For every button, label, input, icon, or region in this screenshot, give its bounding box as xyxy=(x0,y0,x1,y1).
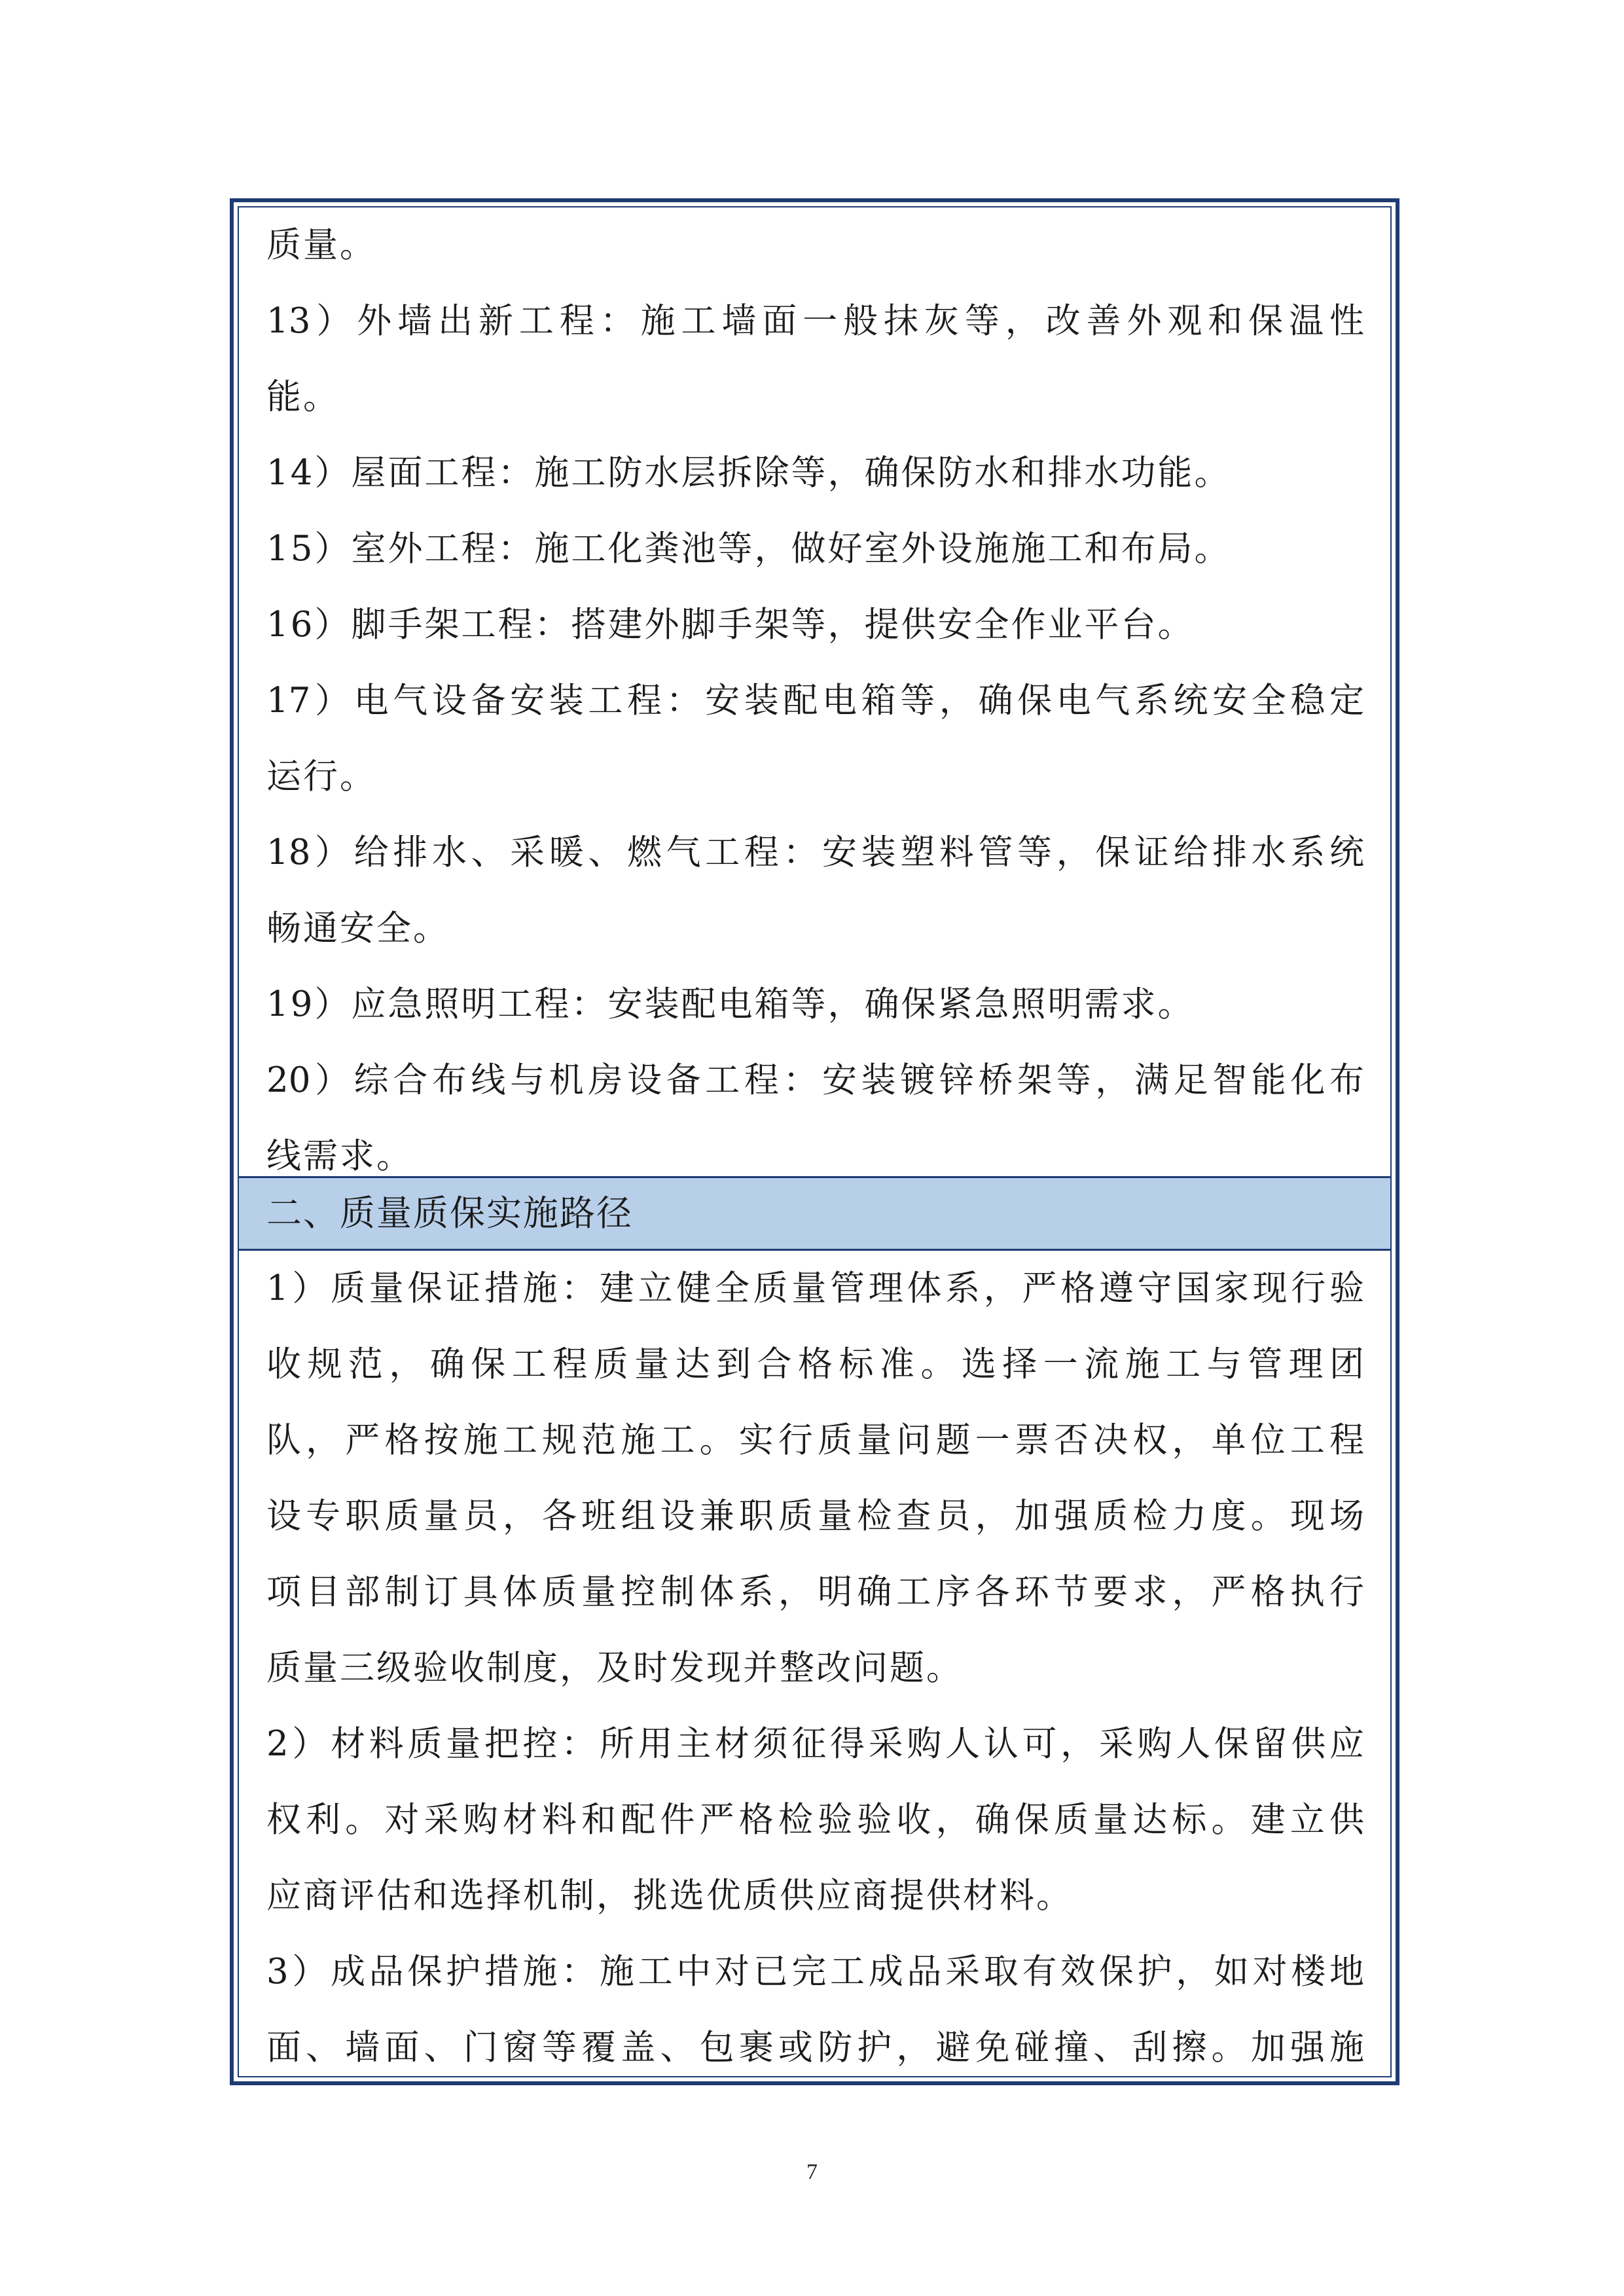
text-line: 17）电气设备安装工程：安装配电箱等，确保电气系统安全稳定 xyxy=(266,681,1364,721)
text-line: 15）室外工程：施工化粪池等，做好室外设施施工和布局。 xyxy=(266,529,1231,569)
text-line: 20）综合布线与机房设备工程：安装镀锌桥架等，满足智能化布 xyxy=(266,1060,1364,1100)
text-line: 1）质量保证措施：建立健全质量管理体系，严格遵守国家现行验 xyxy=(266,1268,1364,1308)
text-line: 14）屋面工程：施工防水层拆除等，确保防水和排水功能。 xyxy=(266,453,1231,493)
content-table xyxy=(238,206,1392,2077)
text-line: 质量三级验收制度，及时发现并整改问题。 xyxy=(266,1648,963,1688)
text-line: 设专职质量员，各班组设兼职质量检查员，加强质检力度。现场 xyxy=(266,1496,1364,1536)
text-line: 线需求。 xyxy=(266,1136,413,1176)
text-line: 收规范，确保工程质量达到合格标准。选择一流施工与管理团 xyxy=(266,1344,1364,1384)
text-line: 运行。 xyxy=(266,757,376,797)
page-number: 7 xyxy=(806,2160,818,2184)
text-line: 面、墙面、门窗等覆盖、包裹或防护，避免碰撞、刮擦。加强施 xyxy=(266,2028,1364,2068)
text-line: 质量。 xyxy=(266,225,376,265)
text-line: 能。 xyxy=(266,377,340,417)
text-line: 18）给排水、采暖、燃气工程：安装塑料管等，保证给排水系统 xyxy=(266,833,1364,872)
text-line: 畅通安全。 xyxy=(266,908,450,948)
text-line: 19）应急照明工程：安装配电箱等，确保紧急照明需求。 xyxy=(266,984,1195,1024)
text-line: 队，严格按施工规范施工。实行质量问题一票否决权，单位工程 xyxy=(266,1420,1364,1460)
text-line: 16）脚手架工程：搭建外脚手架等，提供安全作业平台。 xyxy=(266,605,1195,645)
section-2-body xyxy=(239,1251,1390,2076)
text-line: 13）外墙出新工程：施工墙面一般抹灰等，改善外观和保温性 xyxy=(266,301,1364,341)
text-line: 项目部制订具体质量控制体系，明确工序各环节要求，严格执行 xyxy=(266,1572,1364,1612)
section-2-heading: 二、质量质保实施路径 xyxy=(239,1176,1390,1251)
text-line: 2）材料质量把控：所用主材须征得采购人认可，采购人保留供应 xyxy=(266,1724,1364,1764)
section-1-body xyxy=(239,207,1390,1176)
content-frame xyxy=(230,198,1399,2085)
text-line: 应商评估和选择机制，挑选优质供应商提供材料。 xyxy=(266,1876,1073,1916)
text-line: 3）成品保护措施：施工中对已完工成品采取有效保护，如对楼地 xyxy=(266,1952,1364,1992)
text-line: 权利。对采购材料和配件严格检验验收，确保质量达标。建立供 xyxy=(266,1800,1364,1840)
